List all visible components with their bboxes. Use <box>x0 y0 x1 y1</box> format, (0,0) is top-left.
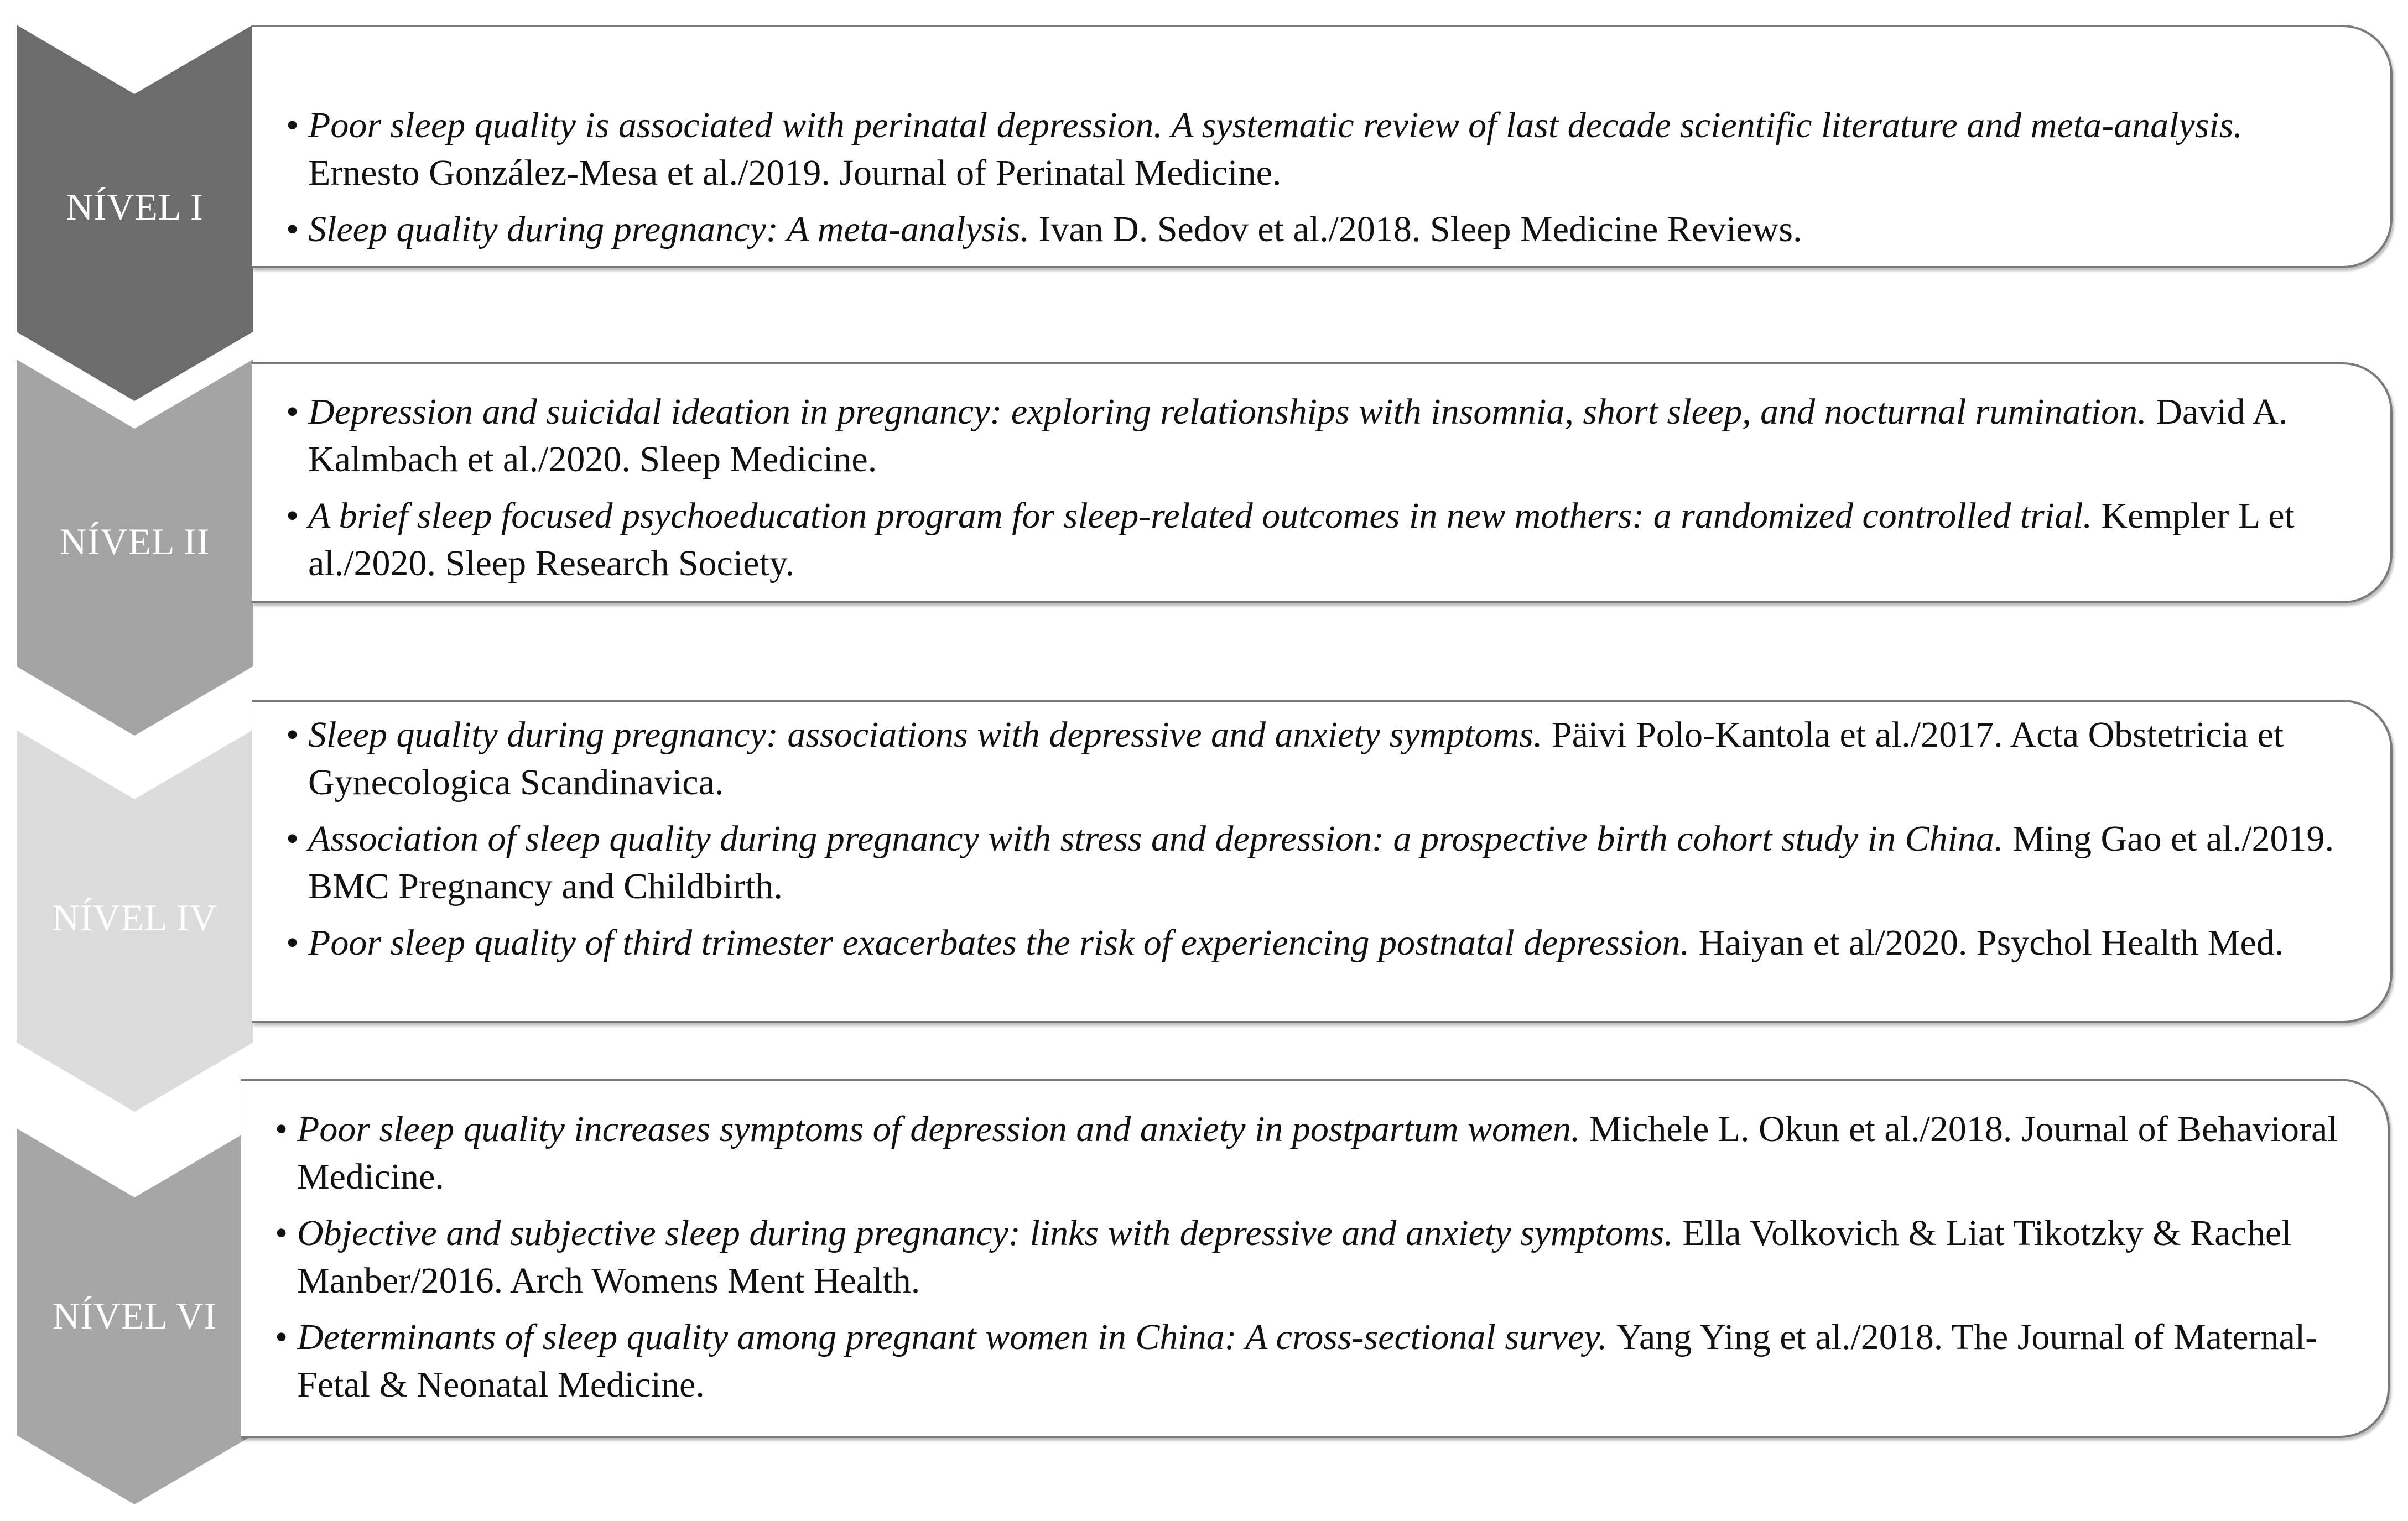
level-label: NÍVEL II <box>59 520 210 562</box>
bullet-icon: • <box>274 1317 288 1357</box>
bullet-icon: • <box>285 105 299 145</box>
reference-citation: Michele L. Okun et al./2018. Journal of Behavioral Medicine. <box>297 1109 2338 1197</box>
reference-title: Objective and subjective sleep during pregnancy: links with depressive and anxiety symptoms. <box>297 1213 1683 1253</box>
reference-citation: Ernesto González-Mesa et al./2019. Journal of Perinatal Medicine. <box>308 153 1282 193</box>
reference-item <box>277 711 2363 806</box>
reference-item <box>277 102 2363 197</box>
reference-item <box>277 492 2363 587</box>
references-box <box>252 25 2393 268</box>
bullet-icon: • <box>274 1109 288 1149</box>
bullet-icon: • <box>274 1213 288 1253</box>
reference-item <box>277 815 2363 910</box>
reference-citation: Haiyan et al/2020. Psychol Health Med. <box>1698 923 2284 963</box>
bullet-icon: • <box>285 819 299 859</box>
reference-title: Poor sleep quality increases symptoms of depression and anxiety in postpartum women. <box>297 1109 1590 1149</box>
references-box <box>252 700 2393 1023</box>
reference-title: Poor sleep quality of third trimester exacerbates the risk of experiencing postnatal depression. <box>308 923 1699 963</box>
reference-item <box>277 206 2363 253</box>
reference-citation: Kempler L et al./2020. Sleep Research Society. <box>308 496 2295 584</box>
reference-citation: Ella Volkovich & Liat Tikotzky & Rachel Manber/2016. Arch Womens Ment Health. <box>297 1213 2292 1301</box>
bullet-icon: • <box>285 209 299 249</box>
reference-citation: Ivan D. Sedov et al./2018. Sleep Medicine Reviews. <box>1038 209 1802 249</box>
level-label: NÍVEL VI <box>53 1295 217 1337</box>
reference-item <box>277 388 2363 483</box>
reference-item <box>277 919 2363 967</box>
reference-item <box>266 1106 2360 1201</box>
references-box <box>241 1079 2390 1438</box>
reference-title: Depression and suicidal ideation in pregnancy: exploring relationships with insomnia, short sleep, and nocturnal rumination. <box>308 392 2156 432</box>
bullet-icon: • <box>285 923 299 963</box>
reference-citation: David A. Kalmbach et al./2020. Sleep Medicine. <box>308 392 2288 480</box>
bullet-icon: • <box>285 496 299 536</box>
bullet-icon: • <box>285 392 299 432</box>
reference-title: Association of sleep quality during pregnancy with stress and depression: a prospective birth cohort study in China. <box>308 819 2012 859</box>
bullet-icon: • <box>285 715 299 755</box>
reference-item <box>266 1314 2360 1409</box>
reference-citation: Päivi Polo-Kantola et al./2017. Acta Obstetricia et Gynecologica Scandinavica. <box>308 715 2284 803</box>
references-box <box>252 362 2393 603</box>
level-label: NÍVEL I <box>66 186 204 228</box>
reference-title: Sleep quality during pregnancy: associations with depressive and anxiety symptoms. <box>308 715 1552 755</box>
reference-item <box>266 1210 2360 1305</box>
reference-title: Sleep quality during pregnancy: A meta-analysis. <box>308 209 1039 249</box>
reference-title: Determinants of sleep quality among pregnant women in China: A cross-sectional survey. <box>297 1317 1616 1357</box>
reference-citation: Yang Ying et al./2018. The Journal of Maternal-Fetal & Neonatal Medicine. <box>297 1317 2318 1405</box>
reference-title: Poor sleep quality is associated with perinatal depression. A systematic review of last decade scientific literature and meta-analysis. <box>308 105 2243 145</box>
reference-title: A brief sleep focused psychoeducation program for sleep-related outcomes in new mothers: a randomized controlled trial. <box>308 496 2102 536</box>
reference-citation: Ming Gao et al./2019. BMC Pregnancy and Childbirth. <box>308 819 2334 907</box>
level-label: NÍVEL IV <box>52 897 217 939</box>
